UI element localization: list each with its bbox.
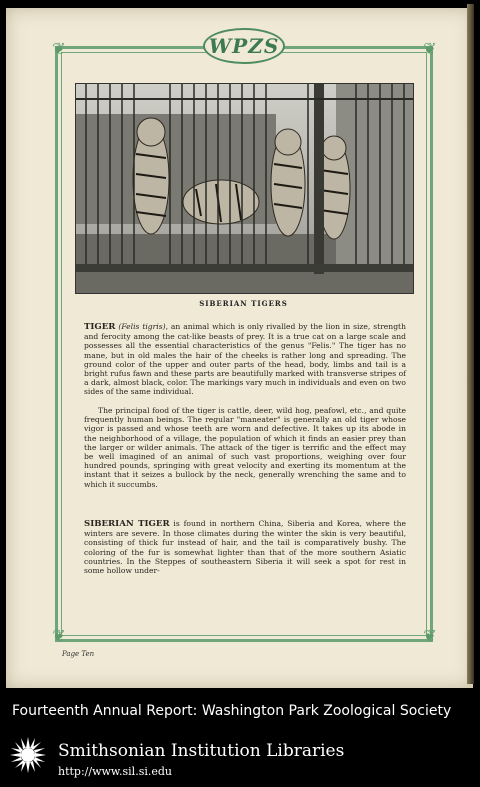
paragraph-text: , an animal which is only rivalled by the lion in size, strength and ferocity among the cat-like beasts of prey. It is a true cat on a large scale and possesses all the essential characteristics of the genus "Felis." The tiger has no mane, but in old males the hair of the cheeks is rather long and spreading. The ground color of the upper and outer parts of the head, body, limbs and tail is a bright rufus fawn and these parts are beautifully marked with transverse stripes of a dark, almost black, color. The markings vary much in individuals and even on two sides of the same individual.	[84, 322, 406, 397]
institution-name: Smithsonian Institution Libraries	[58, 741, 345, 761]
page-edge	[467, 4, 474, 684]
wpzs-logo	[203, 28, 285, 64]
sunburst-icon	[10, 737, 46, 773]
paragraph-text: is found in northern China, Siberia and Korea, where the winters are severe. In those climates during the winter the skin is very beautiful, consisting of thick fur instead of hair, and the tail is comparatively bushy. The coloring of the fur is somewhat lighter than that of the more southern Asiatic countries. In the Steppes of southeastern Siberia it will seek a spot for rest in some hollow under-	[84, 519, 406, 576]
siberian-tiger-heading: SIBERIAN TIGER	[84, 519, 170, 529]
food-paragraph	[84, 406, 406, 489]
scientific-name: (Felis tigris)	[118, 322, 166, 331]
page-number: Page Ten	[62, 650, 95, 658]
corner-ornament-icon: ❦	[423, 39, 437, 58]
photo-caption: SIBERIAN TIGERS	[199, 299, 288, 308]
corner-ornament-icon: ❦	[52, 39, 66, 58]
tiger-paragraph	[84, 322, 406, 397]
tiger-heading: TIGER	[84, 322, 116, 332]
logo-text: WPZS	[208, 34, 280, 58]
siberian-tiger-paragraph	[84, 519, 406, 575]
paragraph-text: The principal food of the tiger is cattle, deer, wild hog, peafowl, etc., and quite frequently human beings. The regular "maneater" is generally an old tiger whose vigor is passed and whose teeth are worn and defective. It takes up its abode in the neighborhood of a village, the population of which it finds an easier prey than the larger or wilder animals. The attack of the tiger is terrific and the effect may be well imagined of an animal of such vast proportions, weighing over four hundred pounds, springing with great velocity and exerting its momentum at the instant that it seizes a bullock by the neck, generally wrenching the same and to which it succumbs.	[84, 406, 406, 489]
corner-ornament-icon: ❦	[423, 626, 437, 645]
institution-url[interactable]: http://www.sil.si.edu	[58, 765, 172, 778]
report-title: Fourteenth Annual Report: Washington Park Zoological Society	[12, 703, 452, 719]
corner-ornament-icon: ❦	[52, 626, 66, 645]
tigers-in-cage-photo	[75, 83, 414, 294]
